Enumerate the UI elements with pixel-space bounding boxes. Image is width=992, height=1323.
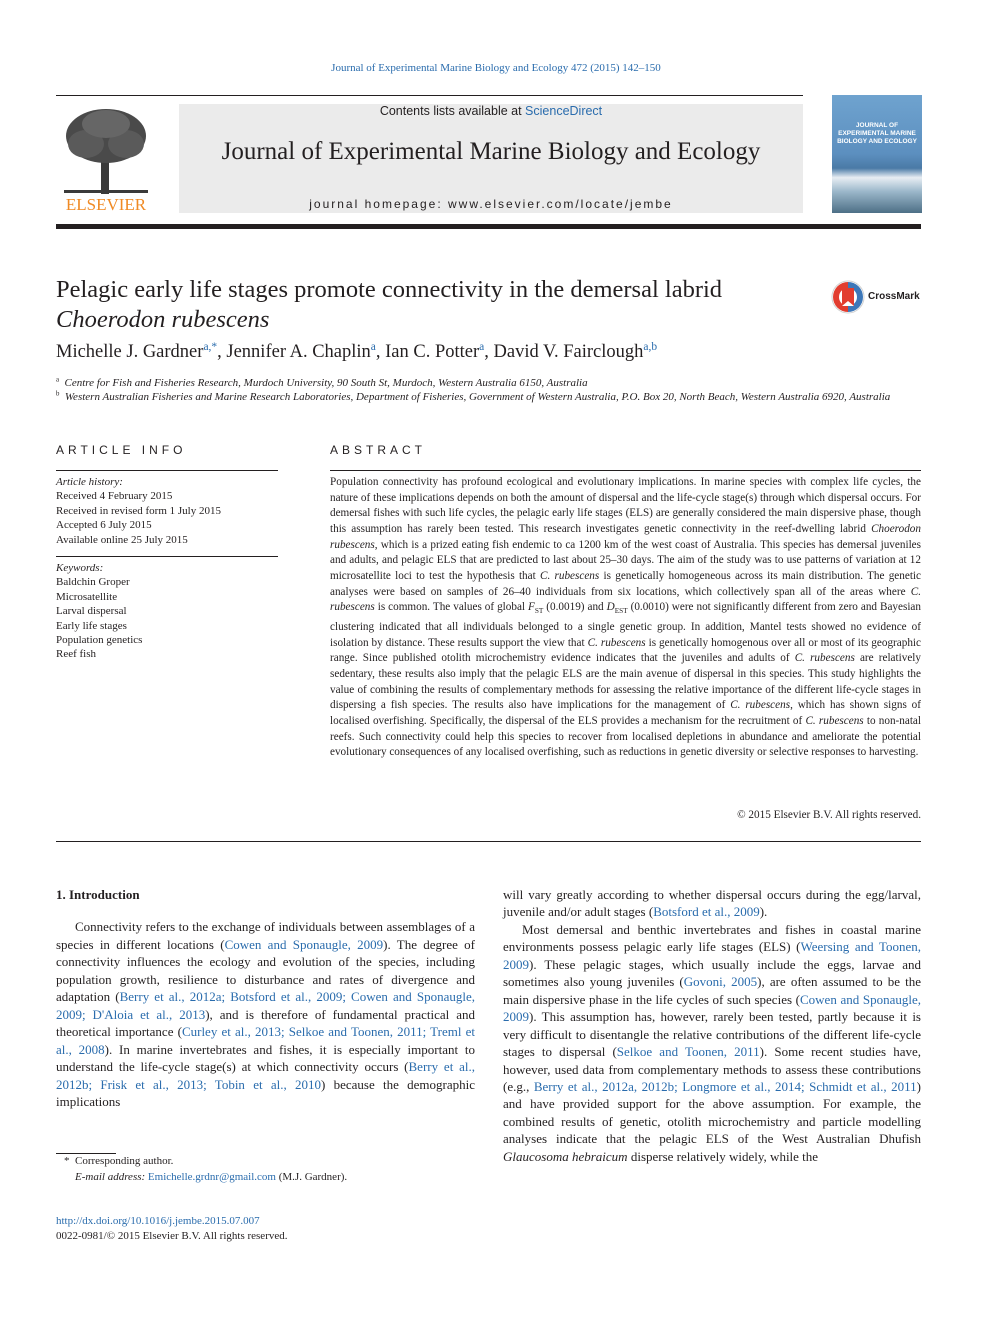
journal-cover-title: JOURNAL OF EXPERIMENTAL MARINE BIOLOGY AND ECOLOGY: [837, 122, 917, 145]
contents-line: [179, 104, 803, 118]
author-affiliation-mark[interactable]: a,b: [643, 340, 658, 353]
affiliation-text: Western Australian Fisheries and Marine Research Laboratories, Department of Fisheries, Government of Western Australia, P.O. Box 20, North Beach, Western Australia 6920, Australia: [64, 391, 891, 403]
abstract-text-run: to non-natal reefs. Such connectivity could help this species to recover from localised depletions in abundance and ameliorate the potential evolutionary consequences of any localised overfishing, such as reductions in genetic diversity or selective responses to harvesting.: [330, 715, 921, 759]
fst-symbol: F: [528, 601, 535, 614]
author-name[interactable]: Ian C. Potter: [385, 342, 480, 362]
citation-link[interactable]: Govoni, 2005: [683, 974, 758, 990]
keyword: Reef fish: [56, 648, 97, 661]
body-text-run: Most demersal and benthic invertebrates and fishes in coastal marine environments possess pelagic early life stages (ELS) (: [503, 921, 921, 955]
footnote-mark: *: [64, 1155, 70, 1167]
species-name: Glaucosoma hebraicum: [503, 1148, 628, 1164]
author-separator: ,: [217, 342, 227, 362]
intro-paragraph-1-continued: [503, 886, 921, 921]
affiliation-mark: b: [56, 390, 60, 398]
article-title: [56, 275, 776, 335]
email-note: [56, 1170, 476, 1186]
affiliation: [56, 391, 890, 403]
citation-link[interactable]: Cowen and Sponaugle, 2009: [503, 991, 921, 1025]
author-name[interactable]: Jennifer A. Chaplin: [226, 342, 371, 362]
body-text-run: ), are often assumed to be the main dispersive phase in the life cycles of such species (: [503, 974, 922, 1007]
citation-link[interactable]: Berry et al., 2012a, 2012b; Longmore et al., 2014; Schmidt et al., 2011: [533, 1078, 917, 1094]
crossmark-icon: [831, 280, 865, 314]
keyword: Larval dispersal: [56, 605, 127, 618]
affiliation-text: Centre for Fish and Fisheries Research, Murdoch University, 90 South St, Murdoch, Western Australia 6150, Australia: [64, 377, 588, 389]
body-column-left: [56, 886, 475, 1110]
keywords: [56, 561, 278, 662]
journal-name: Journal of Experimental Marine Biology and Ecology: [221, 138, 761, 165]
article-title-line1: Pelagic early life stages promote connectivity in the demersal labrid: [56, 276, 723, 303]
section-heading-introduction: 1. Introduction: [56, 887, 140, 902]
article-info-rule: [56, 470, 278, 471]
species-name: Choerodon rubescens: [330, 522, 921, 551]
masthead-top-rule: [56, 95, 803, 96]
masthead-bottom-rule: [56, 224, 921, 229]
history-item: Received 4 February 2015: [56, 490, 173, 503]
affiliation: [56, 377, 588, 389]
keyword: Baldchin Groper: [56, 576, 130, 589]
body-text-run: ). Some recent studies have, however, used data from complementary methods to assess these contributions (e.g.,: [503, 1044, 921, 1094]
front-matter-rule: [56, 841, 921, 842]
species-name: C. rubescens: [587, 636, 646, 649]
abstract-text-run: is genetically homogeneous across its main distribution. The genetic analyses were based on samples of 26–40 individuals from six locations, which collectively span all of the areas where: [330, 569, 921, 598]
body-text-run: ). These pelagic stages, which usually include the eggs, larvae and sometimes also young juveniles (: [503, 956, 921, 990]
citation-link[interactable]: Weersing and Toonen, 2009: [503, 939, 922, 972]
body-text-run: ). This assumption has, however, rarely been tested, partly because it is very difficult to disentangle the relative contributions of the different life-cycle stages to dispersal (: [503, 1009, 921, 1060]
footnote-text: Corresponding author.: [75, 1155, 174, 1167]
article-title-line2: Choerodon rubescens: [56, 306, 270, 333]
species-name: C. rubescens: [330, 585, 921, 614]
abstract-text-run: , which is a prized eating fish endemic to ca 1200 km of the west coast of Australia. This species has demersal juveniles and adults, and pelagic ELS that are predicted to last about 25–30 days. The aim of the study was to use patterns of variation at 12 microsatellite loci to test the hypothesis that: [330, 538, 921, 582]
corresponding-author-note: [56, 1154, 476, 1170]
author-affiliation-mark[interactable]: a: [479, 340, 485, 353]
email-label: E-mail address:: [75, 1170, 146, 1183]
author-name[interactable]: David V. Fairclough: [493, 342, 644, 362]
elsevier-wordmark: ELSEVIER: [65, 195, 147, 214]
email-suffix: (M.J. Gardner).: [278, 1170, 348, 1183]
citation-link[interactable]: Curley et al., 2013; Selkoe and Toonen, 2011; Treml et al., 2008: [56, 1024, 475, 1057]
abstract-text-run: is genetically homogenous over all or most of its geographic range. Since published otolith microchemistry evidence indicates that the juveniles and adults of: [330, 636, 921, 665]
keyword: Early life stages: [56, 619, 127, 632]
journal-cover-image: [832, 95, 922, 213]
abstract-text-run: (0.0010) were not significantly different from zero and Bayesian clustering indicated that all individuals belonged to a single genetic group. In addition, Mantel tests showed no evidence of isolation by distance. These results support the view that: [330, 601, 921, 649]
citation-link[interactable]: Botsford et al., 2009: [653, 904, 760, 920]
abstract-text-run: (0.0019) and: [543, 601, 607, 614]
species-name: C. rubescens: [730, 699, 791, 712]
keyword: Population genetics: [56, 634, 143, 647]
species-name: C. rubescens: [539, 569, 600, 582]
author-affiliation-mark[interactable]: a,*: [203, 340, 218, 353]
fst-subscript: ST: [534, 607, 544, 616]
body-text-run: Connectivity refers to the exchange of individuals between assemblages of a species in different locations (: [56, 919, 475, 952]
article-info-heading: ARTICLE INFO: [56, 443, 187, 457]
abstract-heading: ABSTRACT: [330, 443, 427, 457]
body-text-run: ).: [759, 904, 768, 920]
body-text-run: disperse relatively widely, while the: [627, 1148, 819, 1164]
citation-link[interactable]: Berry et al., 2012a; Botsford et al., 2009; Cowen and Sponaugle, 2009; D'Aloia et al., 2013: [56, 989, 475, 1022]
author-name[interactable]: Michelle J. Gardner: [56, 342, 204, 362]
species-name: C. rubescens: [805, 715, 864, 728]
elsevier-logo: [56, 104, 156, 214]
body-column-right: [503, 886, 921, 1165]
history-item: Available online 25 July 2015: [56, 533, 188, 546]
author-affiliation-mark[interactable]: a: [370, 340, 376, 353]
body-text-run: ) because the demographic implications: [56, 1076, 475, 1109]
abstract-rule: [330, 470, 921, 471]
affiliation-mark: a: [56, 376, 60, 384]
abstract-text-run: , which has shown signs of localised overfishing. Specifically, the dispersal of the ELS provides a mechanism for the recruitment of: [330, 699, 921, 728]
journal-homepage-link[interactable]: journal homepage: www.elsevier.com/locate/jembe: [309, 197, 673, 211]
contents-prefix: Contents lists available at: [379, 104, 526, 118]
intro-paragraph-1: [56, 918, 475, 1110]
dest-symbol: D: [606, 601, 615, 614]
keywords-rule: [56, 556, 278, 557]
citation-link[interactable]: Cowen and Sponaugle, 2009: [224, 936, 384, 952]
author-separator: ,: [375, 342, 386, 362]
body-text-run: ) and have provided support for the above assumption. For example, the combined results of genetic, otolith microchemistry and particle modelling analyses indicate that the pelagic ELS of the West Australian Dhufish: [503, 1078, 921, 1147]
author-list: [56, 342, 657, 363]
crossmark-label[interactable]: CrossMark: [868, 291, 920, 302]
dest-subscript: EST: [614, 607, 628, 616]
author-separator: ,: [484, 342, 494, 362]
intro-paragraph-2: [503, 921, 921, 1165]
article-history: [56, 475, 278, 547]
species-name: C. rubescens: [794, 652, 855, 665]
abstract-text-run: is common. The values of global: [374, 601, 528, 614]
journal-citation-link[interactable]: Journal of Experimental Marine Biology and Ecology 472 (2015) 142–150: [331, 62, 661, 74]
citation-link[interactable]: Selkoe and Toonen, 2011: [616, 1044, 760, 1060]
body-text-run: ). In marine invertebrates and fishes, it is especially important to understand the life-cycle stage(s) at which connectivity occurs (: [56, 1041, 475, 1075]
doi-link[interactable]: http://dx.doi.org/10.1016/j.jembe.2015.07.007: [56, 1215, 260, 1227]
keywords-label: Keywords:: [56, 562, 104, 574]
abstract-text-run: Population connectivity has profound ecological and evolutionary implications. In marine species with complex life cycles, the nature of these implications depends on both the amount of dispersal and the life-cycle stage(s) through which dispersal occurs. For demersal fishes with such life cycles, the pelagic early life stages (ELS) are generally considered the main dispersive phase, though this assumption has rarely been tested. This research investigates genetic connectivity in the reef-dwelling labrid: [330, 476, 921, 535]
doi-block: [56, 1214, 288, 1244]
email-link[interactable]: Emichelle.grdnr@gmail.com: [147, 1170, 276, 1183]
abstract-copyright: © 2015 Elsevier B.V. All rights reserved.: [737, 809, 921, 821]
issn-copyright: 0022-0981/© 2015 Elsevier B.V. All rights reserved.: [56, 1230, 288, 1242]
history-item: Received in revised form 1 July 2015: [56, 504, 221, 517]
abstract-text: [330, 475, 921, 761]
body-text-run: ), and is therefore of fundamental practical and theoretical importance (: [56, 1006, 475, 1040]
body-text-run: ). The degree of connectivity influences the ecology and evolution of the species, including population growth, resilience to disturbance and rates of divergence and adaptation (: [56, 936, 476, 1005]
crossmark-button[interactable]: [831, 280, 865, 319]
keyword: Microsatellite: [56, 590, 118, 603]
history-label: Article history:: [56, 476, 123, 488]
elsevier-tree-icon: [56, 104, 156, 214]
body-text-run: will vary greatly according to whether dispersal occurs during the egg/larval, juvenile and/or adult stages (: [503, 887, 921, 920]
history-item: Accepted 6 July 2015: [56, 519, 152, 532]
abstract-text-run: are relatively sedentary, these results also imply that the pelagic ELS are the main avenue of dispersal in this species. This study highlights the value of combining the results of complementary methods for assessing the relative importance of the different life-cycle stages in dispersing a fish species. The results also have implications for the management of: [330, 652, 921, 712]
footnotes: [56, 1154, 476, 1185]
citation-link[interactable]: Berry et al., 2012b; Frisk et al., 2013; Tobin et al., 2010: [56, 1059, 475, 1092]
sciencedirect-link[interactable]: ScienceDirect: [525, 104, 603, 118]
